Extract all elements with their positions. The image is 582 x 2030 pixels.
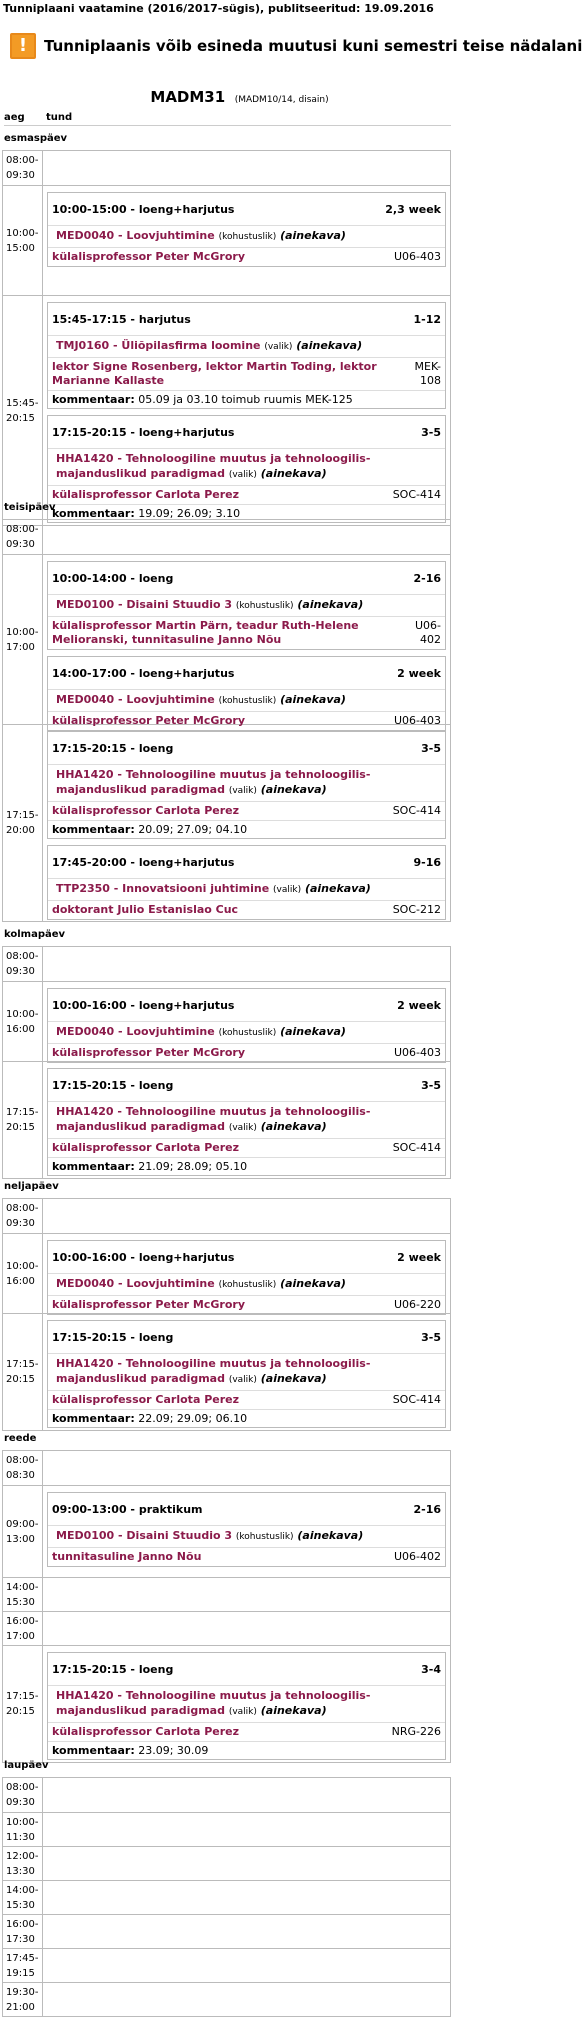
course-plan-link[interactable]: (ainekava) (260, 467, 327, 480)
teacher-row (48, 1547, 445, 1566)
room-code: U06-220 (393, 1298, 441, 1311)
course-name[interactable]: HHA1420 - Tehnoloogiline muutus ja tehnoloogilis-majanduslikud paradigmad (56, 452, 371, 480)
course-plan-link[interactable]: (ainekava) (260, 783, 327, 796)
time-slot-row (3, 1233, 450, 1313)
comment-label: kommentaar: (52, 507, 135, 520)
lesson-card[interactable] (47, 561, 446, 650)
teacher-row (48, 616, 445, 649)
course-plan-link[interactable]: (ainekava) (260, 1120, 327, 1133)
header-divider (4, 125, 451, 126)
lesson-weeks: 3-5 (421, 741, 441, 755)
course-plan-link[interactable]: (ainekava) (297, 1529, 364, 1542)
warning-icon: ! (10, 33, 36, 59)
teacher-name[interactable]: külalisprofessor Carlota Perez (52, 804, 240, 817)
lesson-cell (43, 520, 450, 554)
lesson-weeks: 2,3 week (385, 202, 441, 216)
time-slot-row (3, 1199, 450, 1233)
time-slot-row (3, 1313, 450, 1430)
time-slot-row (3, 1846, 450, 1880)
time-cell: 10:00-17:00 (3, 555, 43, 724)
course-plan-link[interactable]: (ainekava) (296, 339, 363, 352)
lesson-card[interactable] (47, 1320, 446, 1428)
room-code: SOC-414 (392, 804, 441, 817)
time-slot-row (3, 554, 450, 727)
lesson-time-type: 17:15-20:15 - loeng+harjutus (52, 425, 235, 439)
lesson-cell (43, 1813, 450, 1846)
time-slot-row (3, 1812, 450, 1846)
comment-text: 21.09; 28.09; 05.10 (138, 1160, 248, 1173)
course-name[interactable]: MED0100 - Disaini Stuudio 3 (56, 598, 233, 611)
lesson-time-type: 10:00-16:00 - loeng+harjutus (52, 1250, 235, 1264)
teacher-name[interactable]: külalisprofessor Carlota Perez (52, 488, 240, 501)
room-code: U06-403 (393, 714, 441, 727)
day-table (2, 946, 451, 1179)
time-slot-row (3, 1061, 450, 1178)
lesson-cell (43, 186, 450, 295)
comment-label: kommentaar: (52, 393, 135, 406)
course-name[interactable]: MED0040 - Loovjuhtimine (56, 693, 215, 706)
lesson-cell (43, 1199, 450, 1233)
lesson-header (48, 1493, 445, 1525)
course-kind: (valik) (273, 885, 302, 895)
comment-label: kommentaar: (52, 823, 135, 836)
course-kind: (kohustuslik) (235, 1532, 294, 1542)
course-plan-link[interactable]: (ainekava) (280, 1277, 346, 1290)
column-header-lesson: tund (46, 112, 73, 123)
lesson-card[interactable] (47, 1240, 446, 1315)
course-plan-link[interactable]: (ainekava) (260, 1704, 327, 1717)
teacher-row (48, 247, 445, 266)
lesson-cell (43, 1234, 450, 1313)
day-label: esmaspäev (4, 133, 68, 144)
course-kind: (kohustuslik) (218, 1280, 277, 1290)
course-link[interactable] (48, 1353, 445, 1390)
time-cell: 08:00-09:30 (3, 1778, 43, 1812)
time-cell: 10:00-16:00 (3, 1234, 43, 1313)
time-slot-row (3, 1611, 450, 1645)
time-slot-row (3, 1645, 450, 1762)
time-cell: 16:00-17:30 (3, 1915, 43, 1948)
lesson-cell (43, 296, 450, 525)
lesson-cell (43, 1578, 450, 1611)
time-cell: 17:15-20:15 (3, 1646, 43, 1762)
time-slot-row (3, 520, 450, 554)
lesson-header (48, 1241, 445, 1273)
lesson-comment (48, 390, 445, 408)
lesson-weeks: 1-12 (413, 312, 441, 326)
column-header-time: aeg (4, 112, 25, 123)
time-slot-row (3, 1577, 450, 1611)
time-slot-row (3, 947, 450, 981)
time-slot-row (3, 1982, 450, 2016)
time-slot-row (3, 1778, 450, 1812)
room-code: SOC-414 (392, 1393, 441, 1406)
day-table (2, 150, 451, 526)
lesson-header (48, 1653, 445, 1685)
course-link[interactable] (48, 878, 445, 900)
room-code: SOC-414 (392, 1141, 441, 1154)
comment-text: 19.09; 26.09; 3.10 (138, 507, 241, 520)
time-slot-row (3, 185, 450, 295)
room-code: U06-402 (393, 1550, 441, 1563)
lesson-header (48, 989, 445, 1021)
lesson-header (48, 416, 445, 448)
course-plan-link[interactable]: (ainekava) (304, 882, 371, 895)
course-link[interactable] (48, 1273, 445, 1295)
lesson-cell (43, 1062, 450, 1178)
teacher-name[interactable]: külalisprofessor Peter McGrory (52, 1298, 246, 1311)
comment-text: 20.09; 27.09; 04.10 (138, 823, 248, 836)
teacher-row (48, 1138, 445, 1157)
course-link[interactable] (48, 689, 445, 711)
teacher-row (48, 1722, 445, 1741)
time-slot-row (3, 1948, 450, 1982)
time-cell: 17:45-19:15 (3, 1949, 43, 1982)
room-code: MEK-108 (414, 360, 441, 387)
course-name[interactable]: MED0100 - Disaini Stuudio 3 (56, 1529, 233, 1542)
time-slot-row (3, 151, 450, 185)
lesson-comment (48, 1157, 445, 1175)
course-name[interactable]: TMJ0160 - Üliõpilasfirma loomine (56, 339, 261, 352)
lesson-cell (43, 151, 450, 185)
group-code: MADM31 (150, 88, 226, 106)
time-cell: 08:00-09:30 (3, 1199, 43, 1233)
lesson-cell (43, 1949, 450, 1982)
time-cell: 08:00-09:30 (3, 520, 43, 554)
lesson-time-type: 17:15-20:15 - loeng (52, 1662, 174, 1676)
lesson-card[interactable] (47, 192, 446, 267)
course-name[interactable]: HHA1420 - Tehnoloogiline muutus ja tehnoloogilis-majanduslikud paradigmad (56, 1105, 371, 1133)
teacher-name[interactable]: külalisprofessor Carlota Perez (52, 1725, 240, 1738)
course-kind: (valik) (228, 1123, 257, 1133)
course-name[interactable]: HHA1420 - Tehnoloogiline muutus ja tehnoloogilis-majanduslikud paradigmad (56, 768, 371, 796)
course-kind: (kohustuslik) (218, 232, 277, 242)
course-name[interactable]: HHA1420 - Tehnoloogiline muutus ja tehnoloogilis-majanduslikud paradigmad (56, 1357, 371, 1385)
teacher-row (48, 357, 445, 390)
time-cell: 08:00-09:30 (3, 151, 43, 185)
time-cell: 17:15-20:00 (3, 725, 43, 921)
lesson-cell (43, 1451, 450, 1485)
course-link[interactable] (48, 1685, 445, 1722)
lesson-time-type: 10:00-16:00 - loeng+harjutus (52, 998, 235, 1012)
group-title (0, 88, 479, 106)
time-cell: 17:15-20:15 (3, 1314, 43, 1430)
lesson-weeks: 3-5 (421, 1078, 441, 1092)
teacher-row (48, 485, 445, 504)
course-name[interactable]: MED0040 - Loovjuhtimine (56, 1277, 215, 1290)
comment-label: kommentaar: (52, 1160, 135, 1173)
lesson-cell (43, 1486, 450, 1577)
lesson-time-type: 14:00-17:00 - loeng+harjutus (52, 666, 235, 680)
course-link[interactable] (48, 335, 445, 357)
lesson-header (48, 562, 445, 594)
course-link[interactable] (48, 225, 445, 247)
day-table (2, 519, 451, 922)
lesson-weeks: 3-5 (421, 425, 441, 439)
teacher-name[interactable]: külalisprofessor Carlota Perez (52, 1393, 240, 1406)
lesson-cell (43, 1778, 450, 1812)
lesson-cell (43, 1983, 450, 2016)
room-code: U06-403 (393, 1046, 441, 1059)
lesson-weeks: 3-5 (421, 1330, 441, 1344)
teacher-row (48, 1390, 445, 1409)
time-slot-row (3, 1880, 450, 1914)
room-code: SOC-414 (392, 488, 441, 501)
day-label: teisipäev (4, 502, 56, 513)
time-cell: 19:30-21:00 (3, 1983, 43, 2016)
lesson-cell (43, 1915, 450, 1948)
course-kind: (valik) (228, 470, 257, 480)
teacher-name[interactable]: külalisprofessor Peter McGrory (52, 250, 246, 263)
teacher-name[interactable]: tunnitasuline Janno Nõu (52, 1550, 202, 1563)
day-label: neljapäev (4, 1181, 59, 1192)
lesson-time-type: 17:15-20:15 - loeng (52, 1078, 174, 1092)
time-cell: 16:00-17:00 (3, 1612, 43, 1645)
lesson-header (48, 846, 445, 878)
time-cell: 08:00-08:30 (3, 1451, 43, 1485)
lesson-weeks: 3-4 (421, 1662, 441, 1676)
room-code: NRG-226 (391, 1725, 441, 1738)
time-cell: 10:00-15:00 (3, 186, 43, 295)
course-name[interactable]: HHA1420 - Tehnoloogiline muutus ja tehnoloogilis-majanduslikud paradigmad (56, 1689, 371, 1717)
course-link[interactable] (48, 594, 445, 616)
lesson-time-type: 15:45-17:15 - harjutus (52, 312, 191, 326)
room-code: U06-402 (414, 619, 441, 646)
teacher-row (48, 1043, 445, 1062)
time-slot-row (3, 1485, 450, 1577)
lesson-time-type: 09:00-13:00 - praktikum (52, 1502, 203, 1516)
room-code: SOC-212 (392, 903, 441, 916)
course-link[interactable] (48, 448, 445, 485)
lesson-time-type: 17:15-20:15 - loeng (52, 741, 174, 755)
lesson-header (48, 732, 445, 764)
comment-text: 23.09; 30.09 (138, 1744, 209, 1757)
lesson-card[interactable] (47, 302, 446, 409)
lesson-weeks: 2-16 (413, 571, 441, 585)
lesson-cell (43, 947, 450, 981)
teacher-row (48, 900, 445, 919)
day-table (2, 1450, 451, 1763)
teacher-row (48, 1295, 445, 1314)
time-cell: 08:00-09:30 (3, 947, 43, 981)
lesson-weeks: 2 week (397, 998, 441, 1012)
course-link[interactable] (48, 1525, 445, 1547)
lesson-header (48, 657, 445, 689)
course-plan-link[interactable]: (ainekava) (297, 598, 364, 611)
course-name[interactable]: TTP2350 - Innovatsiooni juhtimine (56, 882, 270, 895)
lesson-cell (43, 1847, 450, 1880)
lesson-comment (48, 1741, 445, 1759)
lesson-time-type: 10:00-15:00 - loeng+harjutus (52, 202, 235, 216)
comment-label: kommentaar: (52, 1412, 135, 1425)
lesson-comment (48, 820, 445, 838)
time-cell: 12:00-13:30 (3, 1847, 43, 1880)
course-kind: (kohustuslik) (218, 1028, 277, 1038)
teacher-name[interactable]: külalisprofessor Peter McGrory (52, 1046, 246, 1059)
time-cell: 14:00-15:30 (3, 1881, 43, 1914)
course-link[interactable] (48, 1021, 445, 1043)
lesson-time-type: 17:15-20:15 - loeng (52, 1330, 174, 1344)
time-cell: 15:45-20:15 (3, 296, 43, 525)
course-kind: (valik) (228, 1707, 257, 1717)
time-slot-row (3, 981, 450, 1061)
course-link[interactable] (48, 764, 445, 801)
room-code: U06-403 (393, 250, 441, 263)
course-plan-link[interactable]: (ainekava) (280, 1025, 346, 1038)
lesson-weeks: 2 week (397, 1250, 441, 1264)
course-link[interactable] (48, 1101, 445, 1138)
comment-text: 05.09 ja 03.10 toimub ruumis MEK-125 (138, 393, 353, 406)
lesson-time-type: 17:45-20:00 - loeng+harjutus (52, 855, 235, 869)
lesson-card[interactable] (47, 988, 446, 1063)
lesson-weeks: 2 week (397, 666, 441, 680)
day-label: reede (4, 1433, 37, 1444)
lesson-cell (43, 1314, 450, 1430)
lesson-cell (43, 1881, 450, 1914)
course-kind: (valik) (228, 1375, 257, 1385)
teacher-name[interactable]: doktorant Julio Estanislao Cuc (52, 903, 239, 916)
day-table (2, 1198, 451, 1431)
time-slot-row (3, 295, 450, 525)
day-table (2, 1777, 451, 2017)
time-cell: 10:00-11:30 (3, 1813, 43, 1846)
time-slot-row (3, 1451, 450, 1485)
lesson-header (48, 1069, 445, 1101)
teacher-name[interactable]: külalisprofessor Carlota Perez (52, 1141, 240, 1154)
lesson-comment (48, 1409, 445, 1427)
teacher-name[interactable]: külalisprofessor Peter McGrory (52, 714, 246, 727)
lesson-header (48, 193, 445, 225)
comment-text: 22.09; 29.09; 06.10 (138, 1412, 248, 1425)
course-kind: (valik) (264, 342, 293, 352)
teacher-name[interactable]: külalisprofessor Martin Pärn, teadur Ruth-Helene Melioranski, tunnitasuline Janno Nõu (52, 619, 359, 646)
lesson-cell (43, 982, 450, 1061)
course-plan-link[interactable]: (ainekava) (280, 693, 346, 706)
course-name[interactable]: MED0040 - Loovjuhtimine (56, 1025, 215, 1038)
lesson-time-type: 10:00-14:00 - loeng (52, 571, 174, 585)
warning-banner (10, 33, 582, 59)
teacher-row (48, 801, 445, 820)
lesson-weeks: 2-16 (413, 1502, 441, 1516)
group-subtitle: (MADM10/14, disain) (234, 95, 329, 105)
lesson-card[interactable] (47, 1492, 446, 1567)
teacher-name[interactable]: lektor Signe Rosenberg, lektor Martin Toding, lektor Marianne Kallaste (52, 360, 377, 387)
lesson-card[interactable] (47, 415, 446, 523)
course-plan-link[interactable]: (ainekava) (280, 229, 346, 242)
time-cell: 14:00-15:30 (3, 1578, 43, 1611)
course-kind: (valik) (228, 786, 257, 796)
course-name[interactable]: MED0040 - Loovjuhtimine (56, 229, 215, 242)
lesson-header (48, 1321, 445, 1353)
time-slot-row (3, 1914, 450, 1948)
lesson-card[interactable] (47, 656, 446, 731)
lesson-card[interactable] (47, 845, 446, 920)
course-kind: (kohustuslik) (218, 696, 277, 706)
lesson-cell (43, 1612, 450, 1645)
warning-text: Tunniplaanis võib esineda muutusi kuni semestri teise nädalani (44, 37, 582, 55)
day-label: laupäev (4, 1760, 49, 1771)
day-label: kolmapäev (4, 929, 66, 940)
course-plan-link[interactable]: (ainekava) (260, 1372, 327, 1385)
time-cell: 17:15-20:15 (3, 1062, 43, 1178)
lesson-card[interactable] (47, 1652, 446, 1760)
time-cell: 09:00-13:00 (3, 1486, 43, 1577)
course-kind: (kohustuslik) (235, 601, 294, 611)
comment-label: kommentaar: (52, 1744, 135, 1757)
time-cell: 10:00-16:00 (3, 982, 43, 1061)
time-slot-row (3, 724, 450, 921)
lesson-cell (43, 1646, 450, 1762)
lesson-cell (43, 725, 450, 921)
lesson-cell (43, 555, 450, 727)
lesson-header (48, 303, 445, 335)
lesson-weeks: 9-16 (413, 855, 441, 869)
lesson-card[interactable] (47, 731, 446, 839)
page-title: Tunniplaani vaatamine (2016/2017-sügis), publitseeritud: 19.09.2016 (3, 2, 434, 15)
lesson-card[interactable] (47, 1068, 446, 1176)
